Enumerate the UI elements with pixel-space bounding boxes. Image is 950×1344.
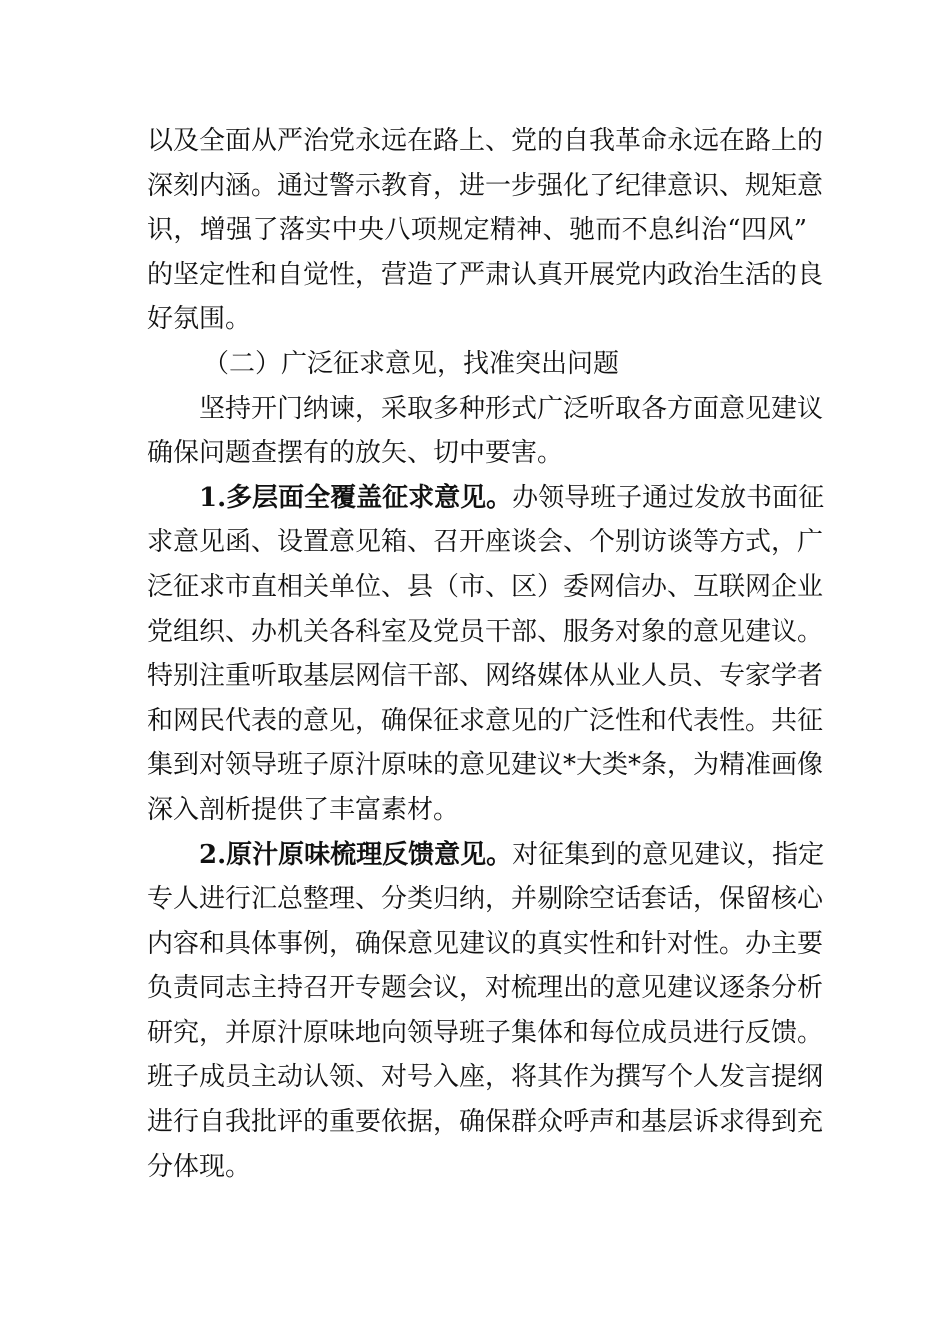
item-2-first-line-text: 对征集到的意见建议，指定: [512, 839, 825, 870]
text-line: 好氛围。: [147, 304, 252, 335]
text-line: 负责同志主持召开专题会议，对梳理出的意见建议逐条分析: [147, 973, 824, 1004]
continuation-paragraph: [147, 119, 824, 342]
text-line: 党组织、办机关各科室及党员干部、服务对象的意见建议。: [147, 616, 824, 647]
text-line: 坚持开门纳谏，采取多种形式广泛听取各方面意见建议: [199, 393, 824, 424]
item-1-first-line: [147, 476, 825, 521]
text-line: 专人进行汇总整理、分类归纳，并剔除空话套话，保留核心: [147, 884, 824, 915]
item-1-title: 1.多层面全覆盖征求意见。: [199, 482, 513, 513]
text-line: 特别注重听取基层网信干部、网络媒体从业人员、专家学者: [147, 661, 824, 692]
text-line: 班子成员主动认领、对号入座，将其作为撰写个人发言提纲: [147, 1062, 824, 1093]
text-line: 深刻内涵。通过警示教育，进一步强化了纪律意识、规矩意: [147, 170, 824, 201]
item-2-paragraph: [147, 833, 825, 1190]
text-line: 识，增强了落实中央八项规定精神、驰而不息纠治“四风”: [147, 215, 807, 246]
text-line: 内容和具体事例，确保意见建议的真实性和针对性。办主要: [147, 928, 824, 959]
text-line: 进行自我批评的重要依据，确保群众呼声和基层诉求得到充: [147, 1107, 824, 1138]
document-body: [147, 119, 825, 1189]
text-line: 深入剖析提供了丰富素材。: [147, 794, 460, 825]
text-line: 确保问题查摆有的放矢、切中要害。: [147, 438, 564, 469]
section-heading: （二）广泛征求意见，找准突出问题: [203, 348, 620, 379]
text-line: 分体现。: [147, 1151, 252, 1182]
text-line: 集到对领导班子原汁原味的意见建议*大类*条，为精准画像: [147, 750, 824, 781]
text-line: 和网民代表的意见，确保征求意见的广泛性和代表性。共征: [147, 705, 824, 736]
text-line: 求意见函、设置意见箱、召开座谈会、个别访谈等方式，广: [147, 527, 824, 558]
item-1-first-line-text: 办领导班子通过发放书面征: [512, 482, 825, 513]
text-line: 研究，并原汁原味地向领导班子集体和每位成员进行反馈。: [147, 1017, 824, 1048]
intro-paragraph: [147, 387, 824, 476]
item-2-title: 2.原汁原味梳理反馈意见。: [199, 839, 513, 870]
item-1-paragraph: [147, 476, 825, 833]
item-2-first-line: [147, 833, 825, 878]
text-line: 泛征求市直相关单位、县（市、区）委网信办、互联网企业: [147, 571, 824, 602]
text-line: 以及全面从严治党永远在路上、党的自我革命永远在路上的: [147, 126, 824, 156]
text-line: 的坚定性和自觉性，营造了严肃认真开展党内政治生活的良: [147, 259, 824, 290]
